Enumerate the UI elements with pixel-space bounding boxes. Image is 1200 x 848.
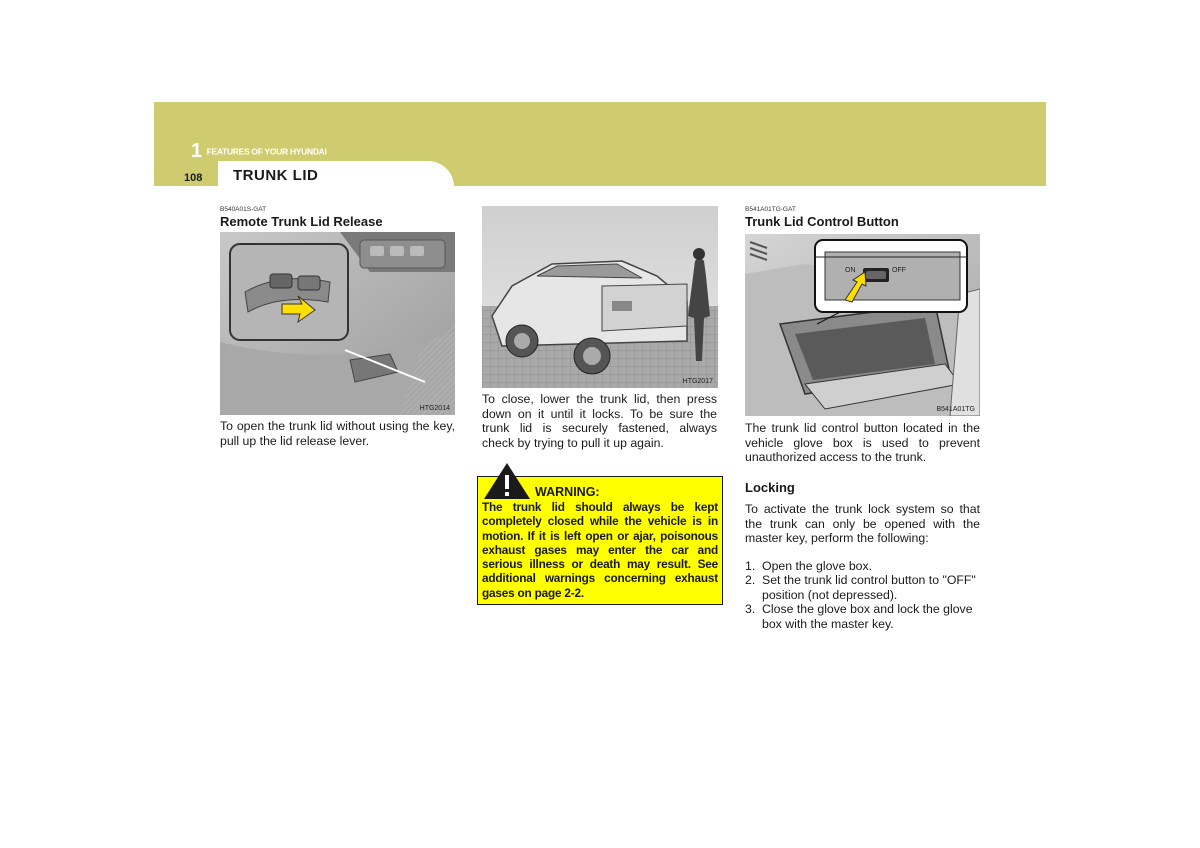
list-item [745,573,980,602]
locking-text: To activate the trunk lock system so that the trunk can only be opened with the master key, perform the following: [745,502,980,546]
chapter-number: 1 [191,140,203,162]
step-text: Set the trunk lid control button to "OFF" position (not depressed). [762,573,976,602]
figure-label: B541A01TG [936,406,975,413]
right-heading: Trunk Lid Control Button [745,214,899,229]
car-trunk-figure [482,206,718,388]
left-body-text: To open the trunk lid without using the key, pull up the lid release lever. [220,419,455,448]
door-lever-illustration [220,232,455,415]
middle-body-text: To close, lower the trunk lid, then press down on it until it locks. To be sure the trunk lid is securely fastened, always check by trying to pull it up again. [482,392,717,450]
step-number: 3. [745,602,756,617]
list-item [745,559,980,573]
warning-text: The trunk lid should always be kept completely closed while the vehicle is in motion. If it is left open or ajar, poisonous exhaust gases may enter the car and serious illness or death may result. See additional warnings concerning exhaust gases on page 2-2. [482,500,718,600]
car-trunk-illustration [482,206,718,388]
warning-triangle-icon [482,461,532,501]
page-number: 108 [184,172,203,184]
off-label: OFF [892,267,906,274]
step-text: Close the glove box and lock the glove box with the master key. [762,602,973,631]
door-lever-figure [220,232,455,415]
step-number: 2. [745,573,756,588]
figure-label: HTG2017 [682,378,713,385]
warning-title: WARNING: [535,485,600,499]
list-item [745,602,980,631]
right-body-text: The trunk lid control button located in the vehicle glove box is used to prevent unauthorized access to the trunk. [745,421,980,465]
step-number: 1. [745,559,756,573]
chapter-title: FEATURES OF YOUR HYUNDAI [206,146,327,157]
left-heading: Remote Trunk Lid Release [220,214,383,229]
glove-box-figure [745,234,980,416]
warning-box [477,476,723,605]
chapter-heading [191,140,327,163]
locking-steps [745,559,980,631]
right-section-code: B541A01TG-GAT [745,206,796,213]
section-title: TRUNK LID [233,167,319,184]
locking-heading: Locking [745,480,795,495]
left-section-code: B540A01S-GAT [220,206,267,213]
figure-label: HTG2014 [419,405,450,412]
glove-box-illustration [745,234,980,416]
step-text: Open the glove box. [762,559,873,573]
on-label: ON [845,267,856,274]
